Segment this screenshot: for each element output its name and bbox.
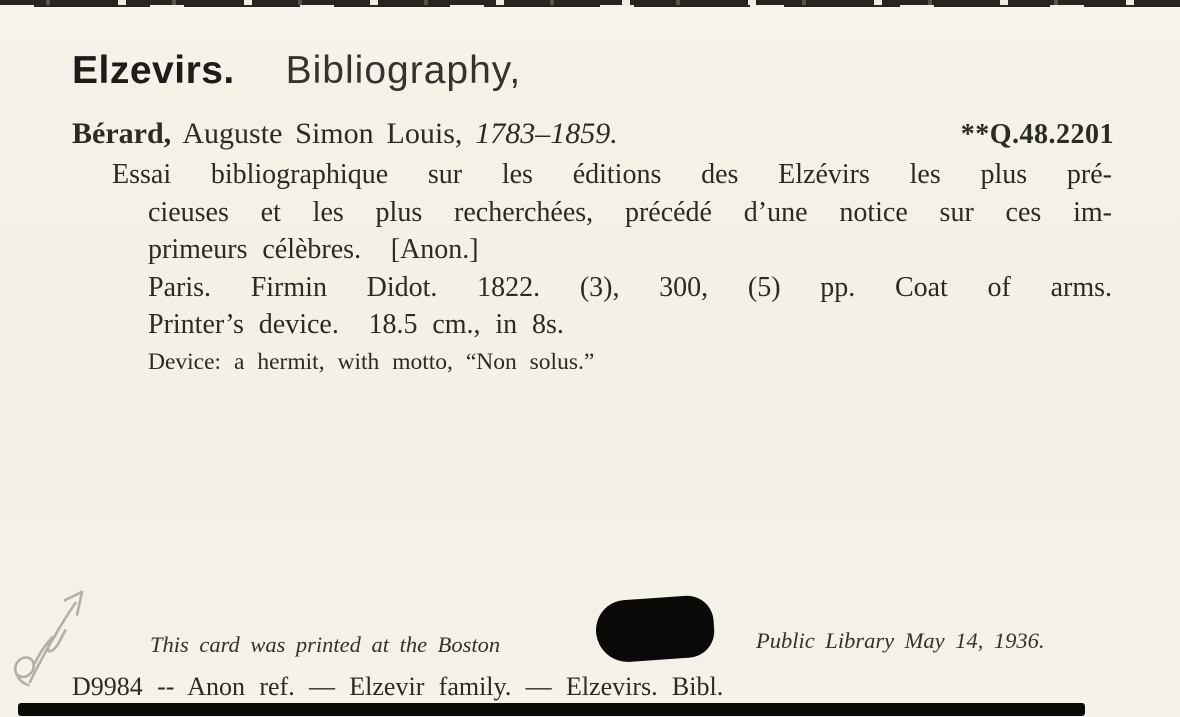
author-forenames: Auguste Simon Louis, <box>182 117 463 150</box>
printed-note-right: Public Library May 14, 1936. <box>756 628 1045 653</box>
ink-blot <box>594 594 716 664</box>
tracing-line: D9984 -- Anon ref. — Elzevir family. — Elzevirs. Bibl. <box>72 672 724 701</box>
collation-line: Printer’s device. 18.5 cm., in 8s. <box>148 309 564 340</box>
scan-bottom-bar <box>18 703 1085 716</box>
author-dates: 1783–1859. <box>475 117 618 150</box>
description-line: Essai bibliographique sur les éditions des Elzévirs les plus pré- <box>112 159 1112 190</box>
author-entry <box>72 116 618 152</box>
main-entry-row <box>72 116 1114 153</box>
imprint-line: Paris. Firmin Didot. 1822. (3), 300, (5) pp. Coat of arms. <box>148 271 1112 303</box>
description-line: primeurs célèbres. [Anon.] <box>148 234 479 265</box>
printed-note-left: This card was printed at the Boston <box>150 632 501 657</box>
description-line: cieuses et les plus recherchées, précédé d’une notice sur ces im- <box>148 196 1112 228</box>
category-heading: Bibliography, <box>285 49 522 92</box>
device-note: Device: a hermit, with motto, “Non solus.” <box>148 348 595 375</box>
author-surname: Bérard, <box>72 117 172 150</box>
subject-heading: Elzevirs. <box>72 49 235 92</box>
bibliographic-description <box>112 156 1112 381</box>
call-number: **Q.48.2201 <box>960 119 1114 150</box>
card-heading <box>72 50 521 92</box>
adjacent-card-torn-edge <box>0 0 1180 7</box>
